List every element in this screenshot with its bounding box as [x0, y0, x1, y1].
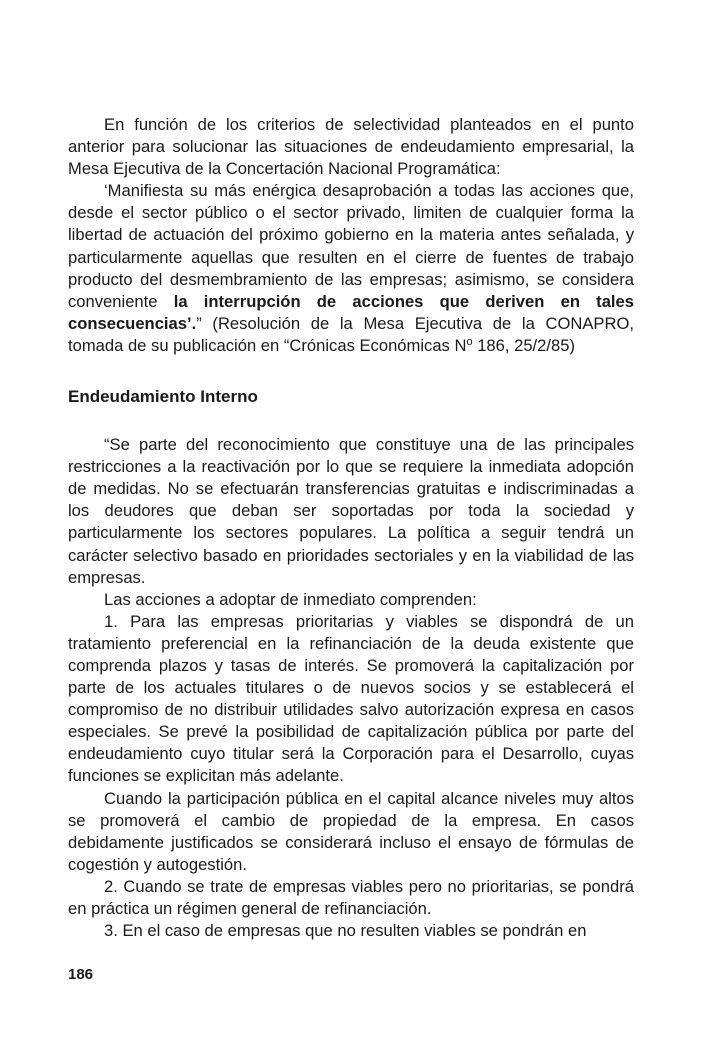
number-superscript: o: [466, 335, 473, 348]
quote-source-end: 186, 25/2/85): [472, 335, 575, 355]
paragraph-participacion: Cuando la participación pública en el capital alcance niveles muy altos se promoverá el cambio de propiedad de la empresa. En casos debidamente justificados se considerará incluso el ensayo de fórmulas de cogestión y autogestión.: [68, 788, 634, 874]
paragraph-reconocimiento: “Se parte del reconocimiento que constituye una de las principales restricciones a la reactivación por lo que se requiere la inmediata adopción de medidas. No se efectuarán transferencias gratuitas e indiscriminadas a los deudores que deban ser soportadas por toda la sociedad y particularmente los sectores populares. La política a seguir tendrá un carácter selectivo basado en prioridades sectoriales y en la viabilidad de las empresas.: [68, 435, 634, 587]
page-body: [68, 114, 634, 942]
section-heading: Endeudamiento Interno: [68, 387, 258, 407]
paragraph-acciones: Las acciones a adoptar de inmediato comprenden:: [104, 589, 477, 609]
page-number: 186: [68, 966, 94, 983]
list-item-2: 2. Cuando se trate de empresas viables pero no prioritarias, se pondrá en práctica un régimen general de refinanciación.: [68, 876, 634, 918]
list-item-1: 1. Para las empresas prioritarias y viables se dispondrá de un tratamiento preferencial en la refinanciación de la deuda existente que comprenda plazos y tasas de interés. Se promoverá la capitalización por parte de los actuales titulares o de nuevos socios y se establecerá el compromiso de no distribuir utilidades salvo autorización expresa en casos especiales. Se prevé la posibilidad de capitalización pública por parte del endeudamiento cuyo titular será la Corporación para el Desarrollo, cuyas funciones se explicitan más adelante.: [68, 611, 634, 786]
quote-bold-text: la interrupción de acciones que deriven en tales consecuencias’.: [68, 291, 634, 333]
quote-source: ” (Resolución de la Mesa Ejecutiva de la CONAPRO, tomada de su publicación en “Crónicas Económicas N: [68, 313, 634, 355]
paragraph-intro: En función de los criterios de selectividad planteados en el punto anterior para solucionar las situaciones de endeudamiento empresarial, la Mesa Ejecutiva de la Concertación Nacional Programática:: [68, 115, 634, 179]
list-item-3: 3. En el caso de empresas que no resulten viables se pondrán en: [104, 921, 587, 941]
quote-text: ‘Manifiesta su más enérgica desaprobación a todas las acciones que, desde el sector público o el sector privado, limiten de cualquier forma la libertad de actuación del próximo gobierno en la materia antes señalada, y particularmente aquellas que resulten en el cierre de fuentes de trabajo producto del desmembramiento de las empresas; asimismo, se considera conveniente: [68, 181, 634, 311]
paragraph-quote: [68, 180, 634, 357]
